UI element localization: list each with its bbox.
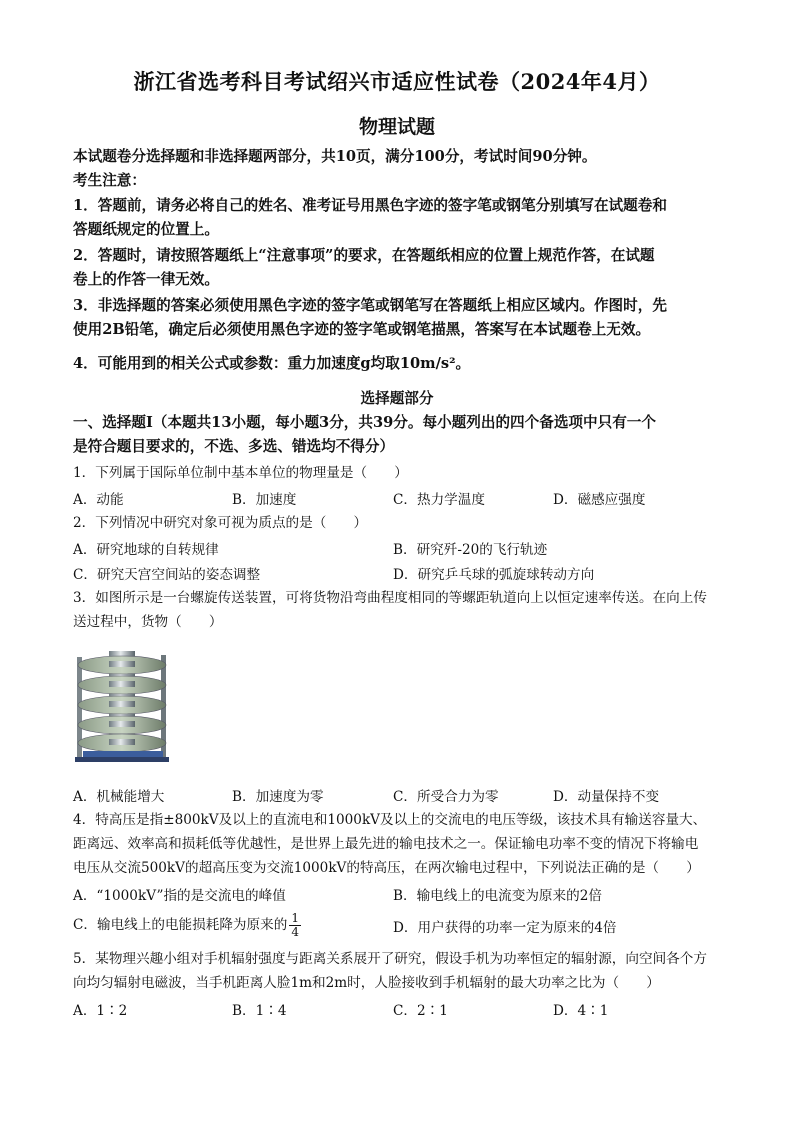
exam-subtitle: 物理试题 — [358, 116, 435, 138]
spiral-conveyor-figure — [73, 647, 173, 769]
q5-option-c: C．2∶1 — [393, 1003, 448, 1019]
exam-title: 浙江省选考科目考试绍兴市适应性试卷（2024年4月） — [133, 69, 661, 94]
q3-option-c: C．所受合力为零 — [393, 789, 499, 805]
q1-option-d: D．磁感应强度 — [553, 492, 646, 508]
q4-stem-1: 4．特高压是指±800kV及以上的直流电和1000kV及以上的交流电的电压等级，该技术具有输送容量大、 — [73, 812, 707, 828]
q3-stem-1: 3．如图所示是一台螺旋传送装置，可将货物沿弯曲程度相同的等螺距轨道向上以恒定速率传送。在向上传 — [73, 590, 707, 606]
q1-option-b: B．加速度 — [232, 492, 297, 508]
q2-option-b: B．研究歼-20的飞行轨迹 — [393, 542, 548, 558]
q2-stem: 2．下列情况中研究对象可视为质点的是（ ） — [73, 515, 368, 531]
q1-stem: 1．下列属于国际单位制中基本单位的物理量是（ ） — [73, 465, 408, 481]
q5-stem-2: 向均匀辐射电磁波，当手机距离人脸1m和2m时，人脸接收到手机辐射的最大功率之比为（ ） — [73, 975, 660, 991]
notice-2b: 卷上的作答一律无效。 — [73, 271, 219, 288]
q4-option-c-text: C．输电线上的电能损耗降为原来的 — [73, 917, 288, 933]
q2-option-c: C．研究天宫空间站的姿态调整 — [73, 567, 261, 583]
q4-option-a: A．“1000kV”指的是交流电的峰值 — [73, 888, 286, 904]
q4-option-c — [73, 912, 301, 939]
q2-option-a: A．研究地球的自转规律 — [73, 542, 219, 558]
q5-stem-1: 5．某物理兴趣小组对手机辐射强度与距离关系展开了研究，假设手机为功率恒定的辐射源，向空间各个方 — [73, 951, 707, 967]
q4-option-d: D．用户获得的功率一定为原来的4倍 — [393, 920, 617, 936]
part1-header-b: 是符合题目要求的，不选、多选、错选均不得分） — [73, 438, 395, 455]
intro-line: 本试题卷分选择题和非选择题两部分，共10页，满分100分，考试时间90分钟。 — [73, 148, 597, 165]
q3-stem-2: 送过程中，货物（ ） — [73, 614, 223, 630]
q2-option-d: D．研究乒乓球的弧旋球转动方向 — [393, 567, 595, 583]
section-title: 选择题部分 — [360, 390, 434, 407]
notice-3a: 3．非选择题的答案必须使用黑色字迹的签字笔或钢笔写在答题纸上相应区域内。作图时，先 — [73, 297, 667, 314]
q4-stem-3: 电压从交流500kV的超高压变为交流1000kV的特高压，在两次输电过程中，下列说法正确的是（ ） — [73, 860, 700, 876]
part1-header-a: 一、选择题Ⅰ（本题共13小题，每小题3分，共39分。每小题列出的四个备选项中只有一个 — [73, 414, 656, 431]
q1-option-c: C．热力学温度 — [393, 492, 485, 508]
notice-4: 4．可能用到的相关公式或参数：重力加速度g均取10m/s²。 — [73, 355, 471, 372]
fraction-one-quarter — [289, 912, 301, 939]
q4-stem-2: 距离远、效率高和损耗低等优越性，是世界上最先进的输电技术之一。保证输电功率不变的情况下将输电 — [73, 836, 699, 852]
q3-option-d: D．动量保持不变 — [553, 789, 660, 805]
fraction-denominator: 4 — [291, 925, 299, 939]
notice-2a: 2．答题时，请按照答题纸上“注意事项”的要求，在答题纸相应的位置上规范作答，在试题 — [73, 247, 655, 264]
q4-option-b: B．输电线上的电流变为原来的2倍 — [393, 888, 602, 904]
notice-1b: 答题纸规定的位置上。 — [73, 221, 219, 238]
q1-option-a: A．动能 — [73, 492, 124, 508]
notice-1a: 1．答题前，请务必将自己的姓名、准考证号用黑色字迹的签字笔或钢笔分别填写在试题卷和 — [73, 197, 667, 214]
q5-option-a: A．1∶2 — [73, 1003, 128, 1019]
notice-3b: 使用2B铅笔，确定后必须使用黑色字迹的签字笔或钢笔描黑，答案写在本试题卷上无效。 — [73, 321, 651, 338]
q3-option-a: A．机械能增大 — [73, 789, 165, 805]
fraction-numerator: 1 — [291, 911, 299, 925]
q5-option-d: D．4∶1 — [553, 1003, 609, 1019]
notice-title: 考生注意： — [73, 172, 146, 189]
q5-option-b: B．1∶4 — [232, 1003, 287, 1019]
q3-option-b: B．加速度为零 — [232, 789, 324, 805]
